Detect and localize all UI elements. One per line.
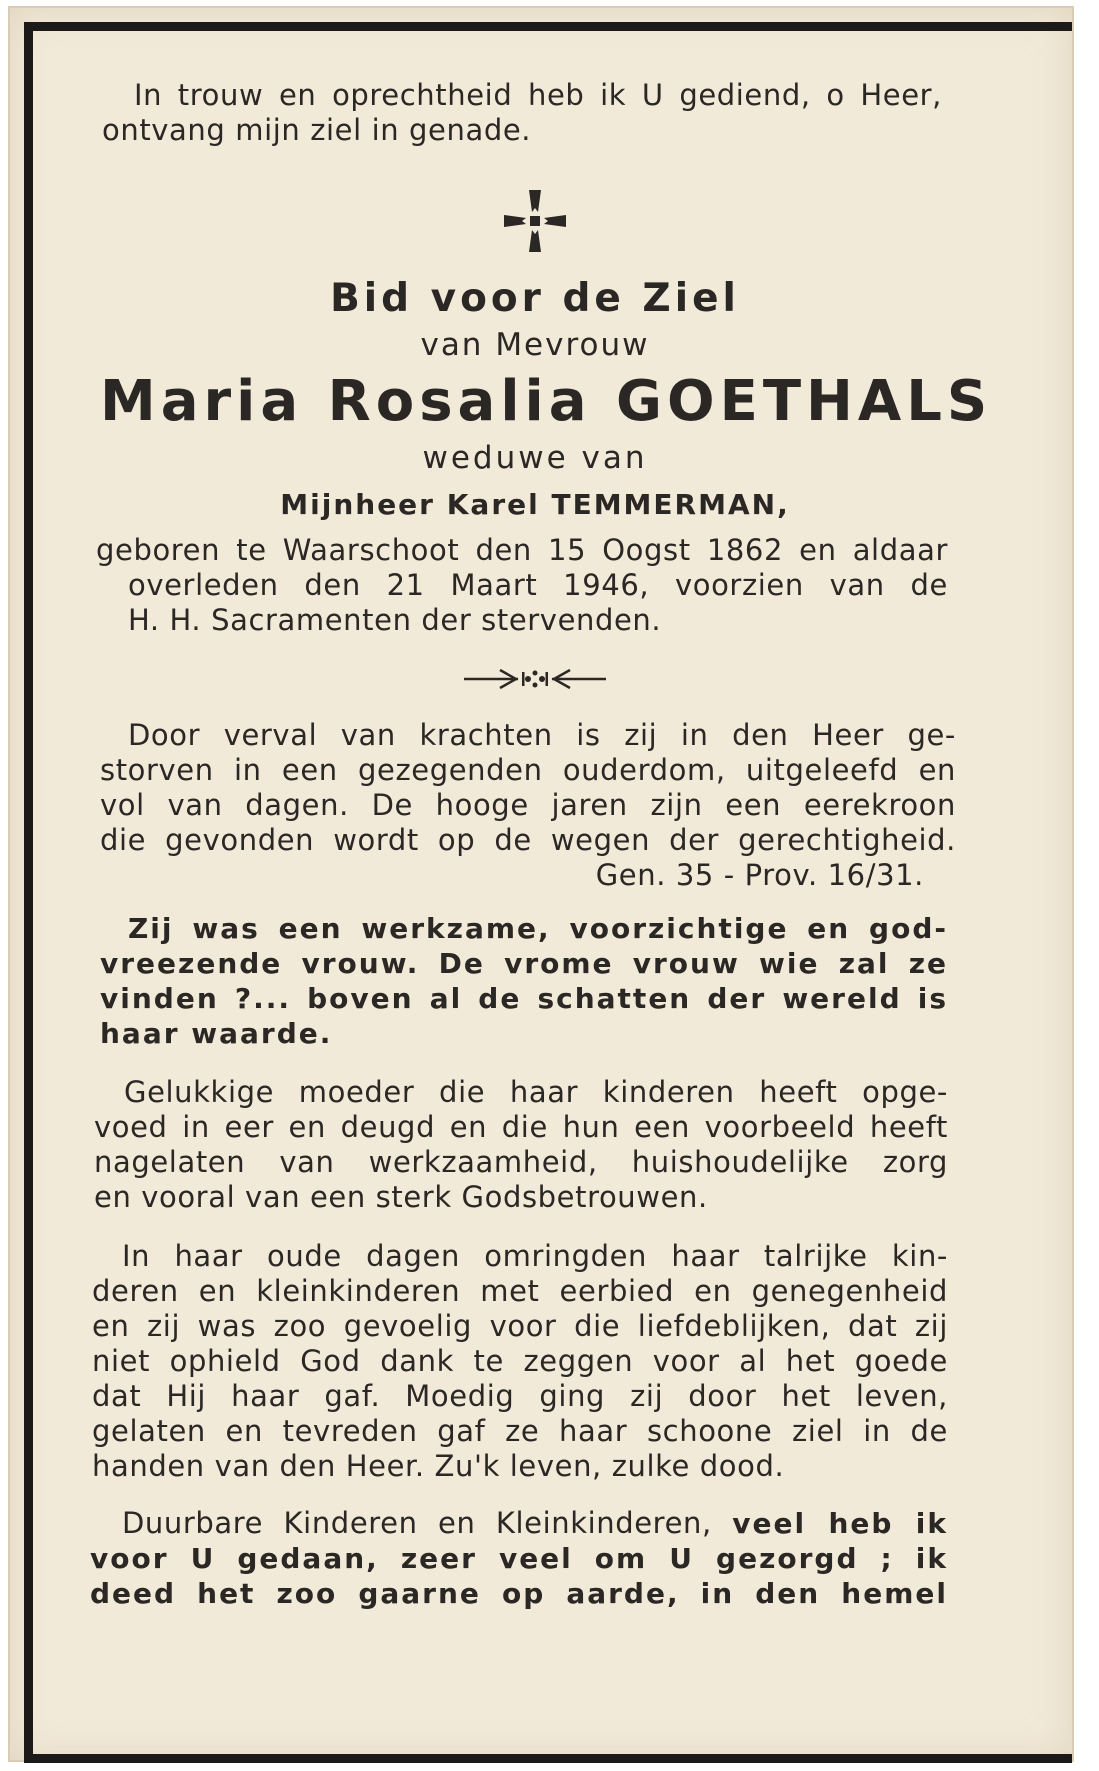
- epigraph: [100, 78, 970, 148]
- verse-paragraph: [100, 718, 970, 858]
- honorific: van Mevrouw: [420, 327, 650, 363]
- virtue-line: Zij was een werkzame, voorzichtige en god-: [128, 912, 948, 945]
- virtue-line: haar waarde.: [100, 1017, 333, 1050]
- old-age-line: handen van den Heer. Zu'k leven, zulke dood.: [92, 1449, 785, 1483]
- birth-death-paragraph: [96, 533, 970, 638]
- mother-line: en vooral van een sterk Godsbetrouwen.: [94, 1180, 708, 1214]
- verse-line: storven in een gezegenden ouderdom, uitgeleefd en: [100, 753, 956, 787]
- final-line-bold: veel heb ik: [732, 1507, 948, 1540]
- husband-name: Mijnheer Karel TEMMERMAN,: [280, 488, 790, 521]
- birth-death-line: overleden den 21 Maart 1946, voorzien van de: [128, 568, 948, 602]
- virtue-line: vinden ?... boven al de schatten der wereld is: [100, 982, 948, 1015]
- widow-of: weduwe van: [422, 440, 648, 476]
- virtue-paragraph: [100, 911, 970, 1051]
- final-line: deed het zoo gaarne op aarde, in den hemel: [90, 1577, 948, 1610]
- old-age-line: niet ophield God dank te zeggen voor al het goede: [92, 1344, 948, 1378]
- ornament-divider-icon: [460, 664, 610, 694]
- card-content: [90, 78, 993, 1611]
- old-age-line: dat Hij haar gaf. Moedig ging zij door het leven,: [92, 1379, 948, 1413]
- mother-line: Gelukkige moeder die haar kinderen heeft opge-: [124, 1075, 948, 1109]
- verse-line: Door verval van krachten is zij in den Heer ge-: [128, 718, 956, 752]
- mother-line: nagelaten van werkzaamheid, huishoudelijke zorg: [94, 1145, 948, 1179]
- deceased-name: Maria Rosalia GOETHALS: [100, 369, 993, 434]
- virtue-line: vreezende vrouw. De vrome vrouw wie zal ze: [100, 947, 948, 980]
- old-age-line: en zij was zoo gevoelig voor die liefdeblijken, dat zij: [92, 1309, 948, 1343]
- old-age-line: deren en kleinkinderen met eerbied en genegenheid: [92, 1274, 948, 1308]
- epigraph-line: In trouw en oprechtheid heb ik U gediend, o Heer,: [134, 78, 942, 112]
- old-age-paragraph: [92, 1239, 970, 1484]
- old-age-line: In haar oude dagen omringden haar talrijke kin-: [122, 1239, 948, 1273]
- old-age-line: gelaten en tevreden gaf ze haar schoone ziel in de: [92, 1414, 948, 1448]
- birth-death-line: H. H. Sacramenten der stervenden.: [128, 603, 662, 637]
- final-line-regular: Duurbare Kinderen en Kleinkinderen,: [122, 1506, 712, 1540]
- prayer-title: Bid voor de Ziel: [330, 276, 740, 321]
- verse-line: die gevonden wordt op de wegen der gerechtigheid.: [100, 823, 956, 857]
- final-line: voor U gedaan, zeer veel om U gezorgd ; ik: [90, 1542, 948, 1575]
- mother-line: voed in eer en deugd en die hun een voorbeeld heeft: [94, 1110, 948, 1144]
- birth-death-line: geboren te Waarschoot den 15 Oogst 1862 en aldaar: [96, 533, 948, 567]
- verse-line: vol van dagen. De hooge jaren zijn een eerekroon: [100, 788, 956, 822]
- final-paragraph: [90, 1506, 970, 1611]
- mother-paragraph: [94, 1075, 970, 1215]
- cross-icon: [502, 188, 568, 254]
- final-line: [90, 1506, 948, 1541]
- bible-reference: Gen. 35 - Prov. 16/31.: [595, 858, 924, 892]
- epigraph-line: ontvang mijn ziel in genade.: [102, 113, 532, 147]
